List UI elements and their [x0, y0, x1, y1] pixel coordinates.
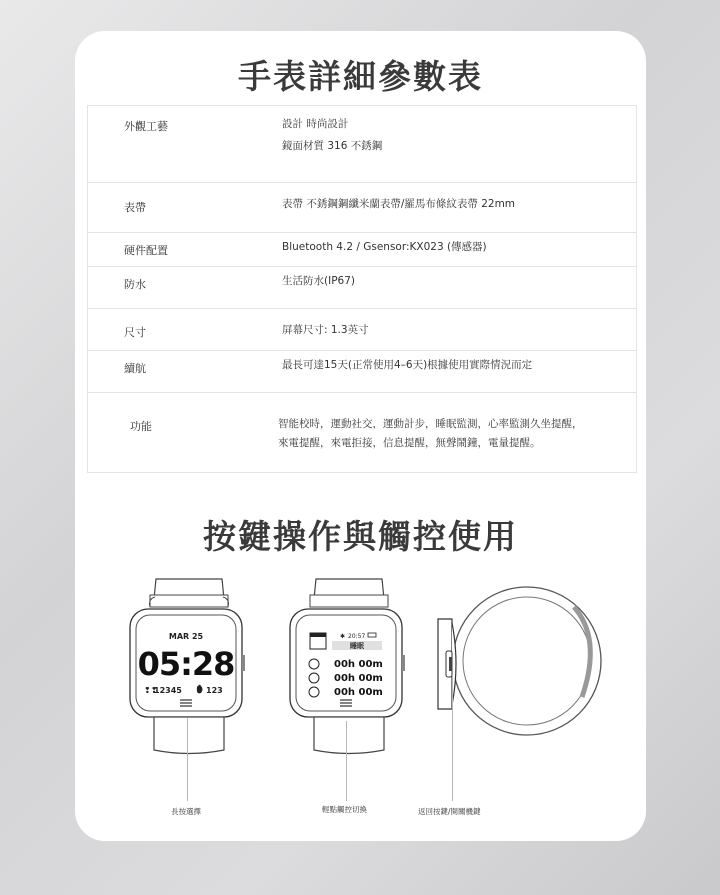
watch-time: 05:28	[137, 645, 235, 683]
spec-value: 來電提醒，來電拒接，信息提醒，無聲鬧鐘，電量提醒。	[278, 437, 541, 449]
spec-value: 智能校時，運動社交，運動計步，睡眠監測，心率監測久坐提醒，	[278, 418, 583, 430]
spec-row	[88, 106, 636, 182]
spec-title: 手表詳細參數表	[238, 57, 483, 96]
face-icon	[309, 673, 319, 683]
spec-value: Bluetooth 4.2 / Gsensor:KX023 (傳感器)	[282, 241, 487, 253]
spec-label: 外觀工藝	[124, 120, 168, 133]
spec-row	[88, 392, 636, 473]
watch-mode: 睡眠	[350, 642, 364, 650]
watch-date: MAR 25	[168, 632, 204, 641]
caption-back-button: 返回按鍵/開關機鍵	[418, 807, 481, 816]
sleep-value: 00h 00m	[334, 687, 383, 698]
spec-label: 續航	[124, 362, 146, 375]
spec-row	[88, 266, 636, 309]
spec-label: 表帶	[124, 201, 146, 214]
spec-table	[87, 105, 637, 473]
spec-card	[75, 31, 646, 841]
sleep-value: 00h 00m	[334, 659, 383, 670]
watch-clock: 20:57	[348, 633, 366, 640]
caption-tap: 輕點觸控切換	[322, 805, 367, 814]
watch-front-sleep	[288, 577, 410, 757]
spec-value: 生活防水(IP67)	[282, 275, 355, 287]
pointer-line	[452, 676, 453, 801]
spec-label: 防水	[124, 278, 146, 291]
face-icon	[309, 687, 319, 697]
sleep-value: 00h 00m	[334, 673, 383, 684]
svg-text:✱: ✱	[340, 633, 346, 640]
pointer-line	[187, 718, 188, 801]
watch-front-time	[128, 577, 250, 757]
spec-row	[88, 182, 636, 233]
pointer-line	[346, 721, 347, 801]
spec-value: 設計 時尚設計	[282, 118, 349, 130]
spec-row	[88, 232, 636, 267]
spec-label: 硬件配置	[124, 244, 168, 257]
face-icon	[309, 659, 319, 669]
watch-calories: 123	[206, 686, 223, 695]
operation-title: 按鍵操作與觸控使用	[203, 517, 518, 556]
svg-text:❢❢: ❢❢	[144, 686, 158, 695]
spec-row	[88, 308, 636, 351]
watch-side-view	[432, 579, 602, 749]
side-button-icon	[449, 657, 452, 671]
spec-label: 尺寸	[124, 326, 146, 339]
spec-value: 最長可達15天(正常使用4–6天)根據使用實際情況而定	[282, 359, 533, 371]
caption-long-press: 長按選擇	[171, 807, 201, 816]
spec-value: 鏡面材質 316 不銹鋼	[282, 140, 383, 152]
spec-value: 屏幕尺寸: 1.3英寸	[282, 324, 369, 336]
spec-label: 功能	[130, 420, 152, 433]
spec-row	[88, 350, 636, 393]
spec-value: 表帶 不銹鋼鋼纖米蘭表帶/羅馬布條紋表帶 22mm	[282, 198, 516, 210]
watch-steps: 12345	[154, 686, 182, 695]
